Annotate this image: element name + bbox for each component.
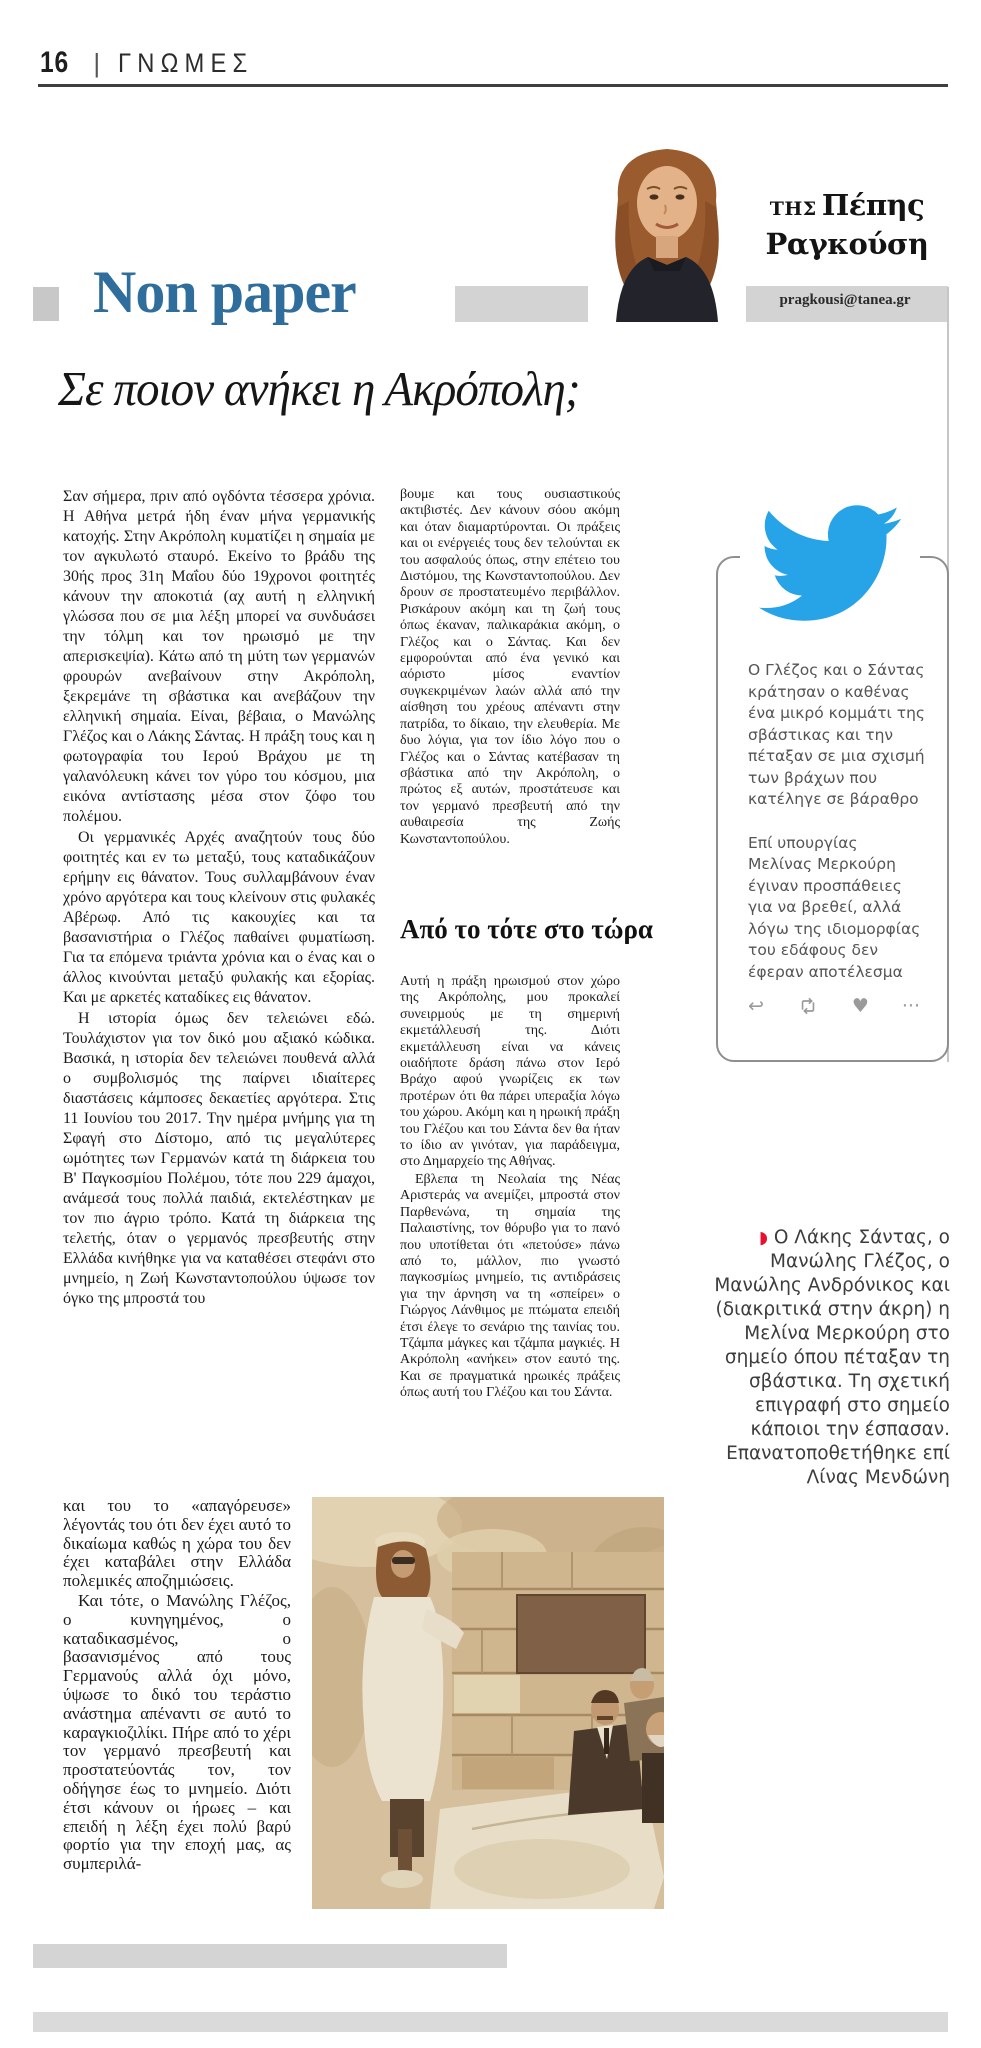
like-icon[interactable]: ♥ bbox=[851, 994, 869, 1017]
paragraph: Εβλεπα τη Νεολαία της Νέας Αριστεράς να ανεμίζει, μπροστά στον Παρθενώνα, τη σημαία της Παλαιστίνης, τον θόρυβο για το πανό που υποτίθεται ότι «πετούσε» πάνω από το, μάλλον, πιο γνωστό παγκοσμίως μνημείο, τις αντιδράσεις για την άρνηση να τη «σπείρει» ο Γιώργος Λάνθιμος με πτώματα επειδή έτσι έλεγε το σενάριο της ταινίας του. Τζάμπα μάγκες και τζάμπα μαγκιές. Η Ακρόπολη «ανήκει» στον εαυτό της. Και σε πραγματικά ηρωικές πράξεις όπως αυτή του Γλέζου και του Σάντα. bbox=[400, 1171, 620, 1401]
column-kicker-title: Non paper bbox=[93, 259, 356, 325]
paragraph: Αυτή η πράξη ηρωισμού στον χώρο της Ακρόπολης, μου προκαλεί συνειρμούς με τη σημερινή εκμετάλλευσή της. Διότι εκμετάλλευση είναι να κάνεις οιαδήποτε δράση πάνω στον Ιερό Βράχο αφού γνωρίζεις εκ των προτέρων ότι θα πάρει υπεραξία λόγω του χώρου. Ακόμη και η ηρωική πράξη του Γλέζου και του Σάντα δεν θα ήταν το ίδιο αν γινόταν, για παράδειγμα, στο Δημαρχείο της Αθήνας. bbox=[400, 974, 620, 1170]
header-separator: | bbox=[93, 48, 101, 78]
byline bbox=[746, 188, 948, 262]
header-rule bbox=[38, 84, 948, 87]
more-icon[interactable]: ··· bbox=[901, 994, 920, 1017]
article-column-1-narrow bbox=[63, 1497, 291, 1911]
article-title: Σε ποιον ανήκει η Ακρόπολη; bbox=[58, 361, 580, 416]
byline-name-last: Ραγκούση bbox=[765, 227, 929, 261]
article-column-2-lower bbox=[400, 974, 620, 1466]
paragraph: Οι γερμανικές Αρχές αναζητούν τους δύο φοιτητές και εν τω μεταξύ, τους καταδικάζουν ερήμην εις θάνατον. Τους συλλαμβάνουν έναν χρόνο αργότερα και τους κλείνουν στις φυλακές Αβέρωφ. Από τις κακουχίες και τα βασανιστήρια ο Γλέζος παθαίνει φυματίωση. Για τα επόμενα τριάντα χρόνια και ο ένας και ο άλλος κινούνται μεταξύ φυλακής και εξορίας. Και με αρκετές καταδίκες εις θάνατον. bbox=[63, 829, 375, 1006]
article-column-1 bbox=[63, 487, 375, 1495]
caption-text: Ο Λάκης Σάντας, ο Μανώλης Γλέζος, ο Μανώλης Ανδρόνικος και (διακριτικά στην άκρη) η Μελίνα Μερκούρη στο σημείο όπου πέταξαν τη σβάστικα. Τη σχετική επιγραφή στο σημείο κάποιοι την έσπασαν. Επανατοποθετήθηκε επί Λίνας Μενδώνη bbox=[714, 1227, 950, 1488]
paragraph: Επί υπουργίας Μελίνας Μερκούρη έγιναν προσπάθειες για να βρεθεί, αλλά λόγω της ιδιομορφίας του εδάφους δεν έφεραν αποτέλεσμα bbox=[748, 833, 921, 981]
paragraph: Η ιστορία όμως δεν τελειώνει εδώ. Τουλάχιστον για τον δικό μου αξιακό κώδικα. Βασικά, η ιστορία δεν τελειώνει πουθενά αλλά ο συμβολισμός της παίρνει ιδιαίτερες διαστάσεις κάμποσες δεκαετίες αργότερα. Στις 11 Ιουνίου του 2017. Την ημέρα μνήμης για τη Σφαγή στο Δίστομο, από τις μεγαλύτερες ωμότητες των Γερμανών κατά τη διάρκεια του Β' Παγκοσμίου Πολέμου, τότε που 229 άμαχοι, ανάμεσά τους πολλά παιδιά, εκτελέστηκαν με τον πιο άγριο τρόπο. Κατά τη διάρκεια της τελετής, όταν ο γερμανός πρεσβευτής στην Ελλάδα κινήθηκε για να καταθέσει στεφάνι στο μνημείο, η Ζωή Κωνσταντοπούλου ύψωσε τον όγκο της μπροστά του bbox=[63, 1010, 375, 1307]
twitter-bird-icon bbox=[740, 492, 920, 634]
section-title: ΓΝΩΜΕΣ bbox=[118, 48, 254, 78]
footer-divider bbox=[33, 1944, 507, 1968]
page-header bbox=[40, 46, 272, 80]
tweet-actions bbox=[748, 996, 920, 1016]
author-email[interactable]: pragkousi@tanea.gr bbox=[779, 292, 911, 308]
page-number: 16 bbox=[40, 46, 70, 79]
paragraph: βουμε και τους ουσιαστικούς ακτιβιστές. Δεν κάνουν σόου ακόμη και όταν διαμαρτύρονται. Οι πράξεις και οι ενέργειές τους δεν τελούνται εκ του ασφαλούς όπως, στην επέτειο του Διστόμου, της Κωνσταντοπούλου. Δεν δρουν σε προστατευμένο περιβάλλον. Ρισκάρουν ακόμη και τη ζωή τους όπως έκαναν, παλικαράκια ακόμη, ο Γλέζος και ο Σάντας. Και δεν εμφορούνται από ένα γενικό και αόριστο μίσος εναντίον συγκεκριμένων λαών αλλά από την αίσθηση του χρέους απέναντι στην πατρίδα, το δίκαιο, την ελευθερία. Με δυο λόγια, για τον ίδιο λόγο που ο Γλέζος και ο Σάντας κατέβασαν τη σβάστικα από την Ακρόπολη, ο πρώτος εξ αυτών, προστάτευσε και τον γερμανό πρεσβευτή από την αυθαιρεσία της Ζωής Κωνσταντοπούλου. bbox=[400, 487, 620, 847]
page-bottom-bar bbox=[33, 2012, 948, 2032]
paragraph: Και τότε, ο Μανώλης Γλέζος, ο κυνηγημένος, ο καταδικασμένος, ο βασανισμένος από τους Γερμανούς αλλά όχι μόνο, ύψωσε το δικό του τεράστιο ανάστημα απέναντι σε αυτό το καραγκιοζιλίκι. Πήρε από το χέρι τον γερμανό πρεσβευτή και προστατεύοντάς τον, τον οδήγησε έως το μνημείο. Διότι έτσι κάνουν οι ήρωες – και επειδή η λέξη έχει πολύ βαρύ φορτίο για την εποχή μας, ας συμπεριλά- bbox=[63, 1590, 291, 1874]
retweet-icon[interactable] bbox=[797, 996, 819, 1016]
byline-name-first: Πέπης bbox=[821, 188, 925, 222]
article-photo bbox=[312, 1497, 664, 1909]
paragraph: και του το «απαγόρευσε» λέγοντάς του ότι δεν έχει αυτό το δικαίωμα καθώς η χώρα του δεν έχει καταβάλει στην Ελλάδα πολεμικές αποζημιώσεις. bbox=[63, 1497, 291, 1591]
reply-icon[interactable]: ↩ bbox=[748, 994, 764, 1017]
caption-red-marker: ◗ bbox=[759, 1228, 768, 1248]
tweet-text bbox=[748, 660, 926, 1005]
photo-caption bbox=[712, 1226, 950, 1490]
kicker-square-ornament bbox=[33, 287, 59, 321]
paragraph: Σαν σήμερα, πριν από ογδόντα τέσσερα χρόνια. Η Αθήνα μετρά ήδη έναν μήνα γερμανικής κατοχής. Στην Ακρόπολη κυματίζει η σημαία με τον αγκυλωτό σταυρό. Εκείνο το βράδυ της 30ής προς 31η Μαΐου δύο 19χρονοι φοιτητές κάνουν την αποκοτιά (αχ αυτή η ελληνική γλώσσα που σε μια λέξη μπορεί να συνδυάσει την τόλμη και τον ηρωισμό με την απερισκεψία). Κάτω από τη μύτη των γερμανών φρουρών ανεβαίνουν στην Ακρόπολη, ξεκρεμάνε τη σβάστικα και ανεβάζουν την ελληνική σημαία. Είναι, βέβαια, ο Μανώλης Γλέζος και ο Λάκης Σάντας. Η πράξη τους και η φωτογραφία του Ιερού Βράχου με τη γαλανόλευκη κάνει τον γύρο του κόσμου, μια εικόνα αντίστασης μέσα στον ζόφο του πολέμου. bbox=[63, 488, 375, 825]
paragraph: Ο Γλέζος και ο Σάντας κράτησαν ο καθένας ένα μικρό κομμάτι της σβάστικας και την πέταξαν σε μια σχισμή των βράχων που κατέληγε σε βάραθρο bbox=[748, 661, 925, 808]
byline-prefix: ΤΗΣ bbox=[769, 198, 817, 220]
article-subheading: Από το τότε στο τώρα bbox=[400, 914, 653, 944]
article-column-2 bbox=[400, 487, 620, 923]
author-photo bbox=[588, 137, 746, 322]
